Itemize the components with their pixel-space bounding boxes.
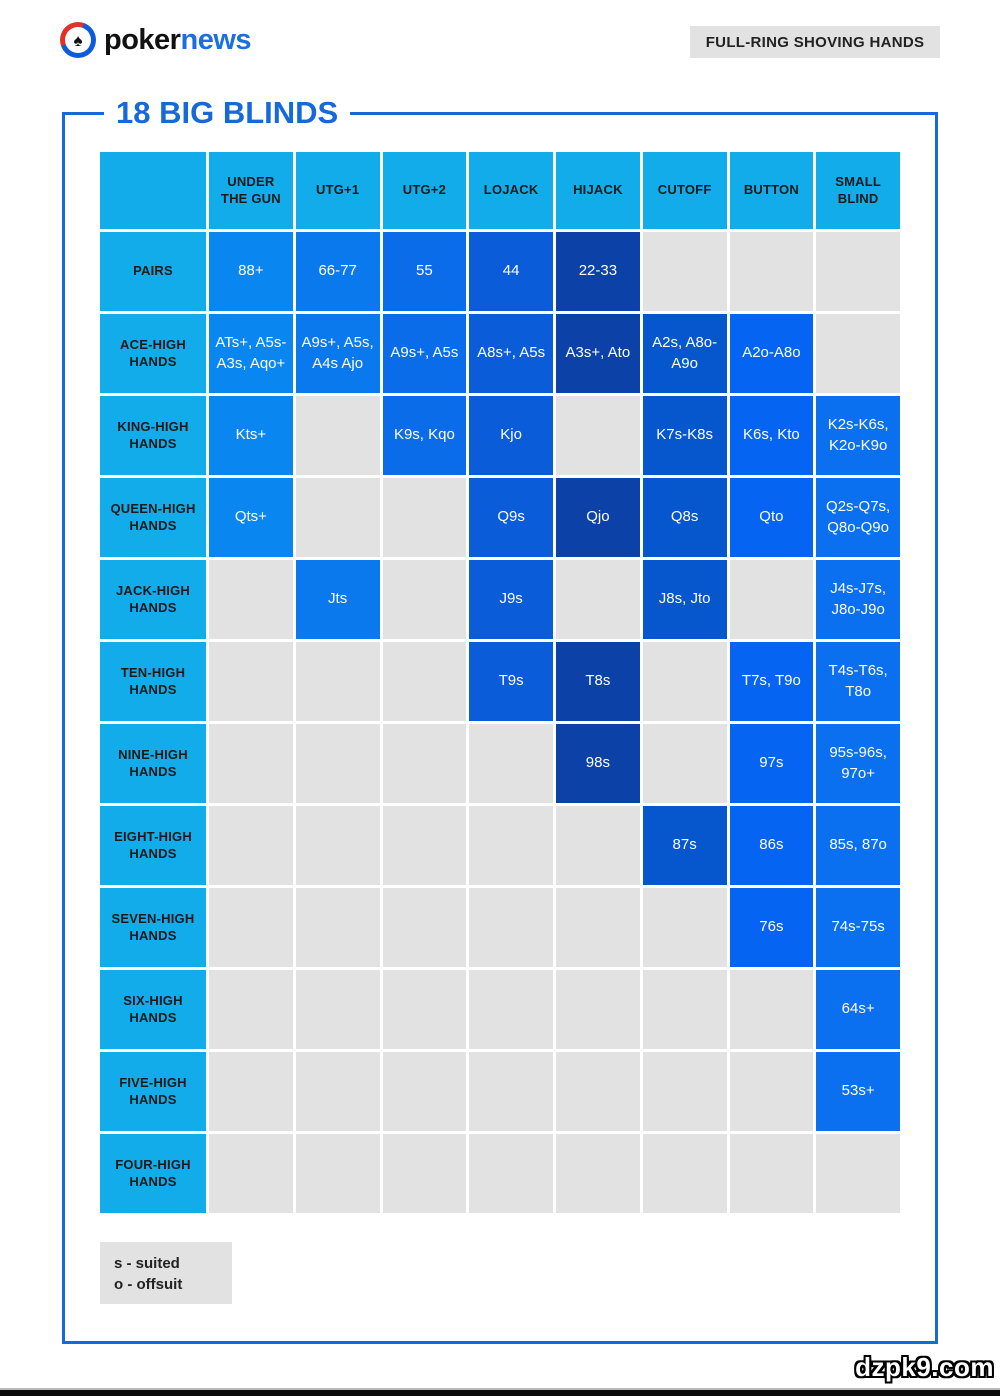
hand-range-cell: Q2s-Q7s, Q8o-Q9o [816,478,900,557]
hand-range-cell: A8s+, A5s [469,314,553,393]
empty-cell [730,232,814,311]
empty-cell [296,1052,380,1131]
empty-cell [556,888,640,967]
hand-range-cell: 98s [556,724,640,803]
empty-cell [730,1052,814,1131]
hand-range-cell: 55 [383,232,467,311]
hand-range-cell: Jts [296,560,380,639]
empty-cell [556,806,640,885]
hand-range-cell: K2s-K6s, K2o-K9o [816,396,900,475]
hand-range-cell: 95s-96s, 97o+ [816,724,900,803]
empty-cell [469,1134,553,1213]
column-header: SMALL BLIND [816,152,900,229]
hand-range-cell: A2o-A8o [730,314,814,393]
hand-range-cell: T4s-T6s, T8o [816,642,900,721]
hand-range-cell: 22-33 [556,232,640,311]
watermark: dzpk9.com [855,1352,994,1382]
hand-range-cell: K9s, Kqo [383,396,467,475]
empty-cell [209,888,293,967]
hand-range-cell: K6s, Kto [730,396,814,475]
row-label: SEVEN-HIGH HANDS [100,888,206,967]
empty-cell [383,1052,467,1131]
row-label: QUEEN-HIGH HANDS [100,478,206,557]
hand-range-cell: 53s+ [816,1052,900,1131]
hand-range-cell: K7s-K8s [643,396,727,475]
empty-cell [296,888,380,967]
hand-range-cell: Qts+ [209,478,293,557]
pokernews-logo [60,22,251,58]
empty-cell [383,806,467,885]
corner-cell [100,152,206,229]
empty-cell [383,888,467,967]
row-label: FIVE-HIGH HANDS [100,1052,206,1131]
hand-range-cell: ATs+, A5s-A3s, Aqo+ [209,314,293,393]
hand-range-cell: Q8s [643,478,727,557]
empty-cell [469,888,553,967]
empty-cell [643,232,727,311]
hand-range-cell: Kts+ [209,396,293,475]
empty-cell [730,1134,814,1213]
empty-cell [296,806,380,885]
spade-icon: ♠ [60,22,96,58]
hand-range-cell: 97s [730,724,814,803]
empty-cell [296,478,380,557]
empty-cell [383,970,467,1049]
empty-cell [469,1052,553,1131]
empty-cell [730,970,814,1049]
hand-range-cell: 86s [730,806,814,885]
empty-cell [556,396,640,475]
hand-range-cell: J8s, Jto [643,560,727,639]
row-label: JACK-HIGH HANDS [100,560,206,639]
column-header: LOJACK [469,152,553,229]
hand-range-cell: 85s, 87o [816,806,900,885]
empty-cell [469,724,553,803]
empty-cell [556,1052,640,1131]
empty-cell [469,806,553,885]
hand-range-cell: Qjo [556,478,640,557]
hand-range-cell: 87s [643,806,727,885]
page-title: 18 BIG BLINDS [116,95,339,130]
empty-cell [643,1134,727,1213]
hand-range-cell: Q9s [469,478,553,557]
empty-cell [209,1134,293,1213]
legend-box [100,1242,232,1304]
legend-offsuit: o - offsuit [114,1276,183,1293]
hand-range-cell: 66-77 [296,232,380,311]
empty-cell [209,970,293,1049]
row-label: FOUR-HIGH HANDS [100,1134,206,1213]
empty-cell [469,970,553,1049]
row-label: ACE-HIGH HANDS [100,314,206,393]
row-label: TEN-HIGH HANDS [100,642,206,721]
empty-cell [296,396,380,475]
empty-cell [383,478,467,557]
bottom-bar [0,1388,1000,1396]
hand-range-cell: 74s-75s [816,888,900,967]
shoving-range-table [100,152,900,1213]
empty-cell [209,806,293,885]
hand-range-cell: J9s [469,560,553,639]
empty-cell [296,970,380,1049]
hand-range-cell: 64s+ [816,970,900,1049]
empty-cell [296,642,380,721]
empty-cell [383,560,467,639]
empty-cell [643,724,727,803]
empty-cell [730,560,814,639]
hand-range-cell: J4s-J7s, J8o-J9o [816,560,900,639]
empty-cell [209,1052,293,1131]
empty-cell [383,642,467,721]
empty-cell [816,314,900,393]
hand-range-cell: A2s, A8o-A9o [643,314,727,393]
column-header: UNDER THE GUN [209,152,293,229]
empty-cell [643,642,727,721]
row-label: EIGHT-HIGH HANDS [100,806,206,885]
empty-cell [296,1134,380,1213]
brand-text [104,24,251,57]
empty-cell [643,888,727,967]
hand-range-cell: T7s, T9o [730,642,814,721]
hand-range-cell: T8s [556,642,640,721]
hand-range-cell: A9s+, A5s, A4s Ajo [296,314,380,393]
hand-range-cell: 44 [469,232,553,311]
row-label: PAIRS [100,232,206,311]
empty-cell [209,724,293,803]
hand-range-cell: A9s+, A5s [383,314,467,393]
full-ring-badge: FULL-RING SHOVING HANDS [690,26,940,58]
hand-range-cell: 76s [730,888,814,967]
brand-news: news [180,23,252,56]
column-header: UTG+1 [296,152,380,229]
column-header: HIJACK [556,152,640,229]
empty-cell [643,1052,727,1131]
column-header: BUTTON [730,152,814,229]
column-header: CUTOFF [643,152,727,229]
empty-cell [556,970,640,1049]
empty-cell [383,1134,467,1213]
hand-range-cell: T9s [469,642,553,721]
row-label: SIX-HIGH HANDS [100,970,206,1049]
row-label: KING-HIGH HANDS [100,396,206,475]
empty-cell [209,642,293,721]
empty-cell [556,1134,640,1213]
row-label: NINE-HIGH HANDS [100,724,206,803]
hand-range-cell: Kjo [469,396,553,475]
hand-range-cell: A3s+, Ato [556,314,640,393]
empty-cell [556,560,640,639]
empty-cell [296,724,380,803]
empty-cell [209,560,293,639]
empty-cell [643,970,727,1049]
empty-cell [816,232,900,311]
legend-suited: s - suited [114,1255,180,1272]
hand-range-cell: 88+ [209,232,293,311]
column-header: UTG+2 [383,152,467,229]
empty-cell [816,1134,900,1213]
brand-poker: poker [104,23,181,56]
empty-cell [383,724,467,803]
hand-range-cell: Qto [730,478,814,557]
